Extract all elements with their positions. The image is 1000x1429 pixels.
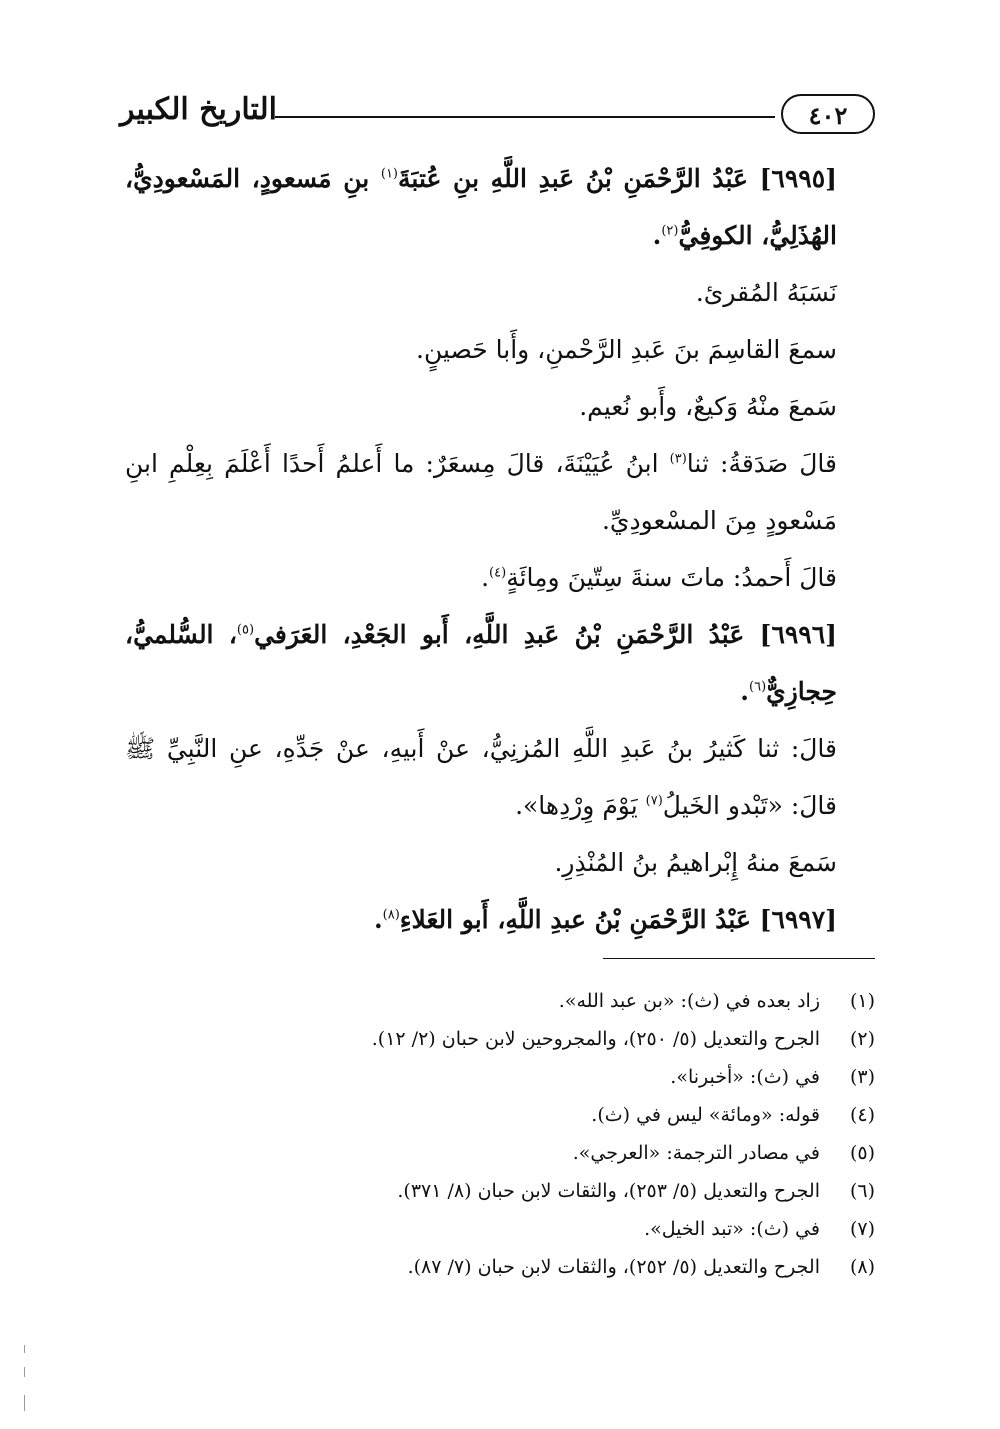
footnote-ref: (٤) [489,565,507,581]
main-text [125,150,875,948]
paragraph: سَمعَ منهُ إِبْراهيمُ بنُ المُنْذِرِ. [554,848,837,877]
footnote-number: (١) [849,990,875,1012]
paragraph [125,720,875,834]
entry-heading: [٦٩٩٥] عَبْدُ الرَّحْمَنِ بْنُ عَبدِ اللَّهِ بنِ عُتبَةَ [398,164,837,193]
footnote [125,1096,875,1134]
footnote-ref: (١) [380,166,398,182]
footnote-ref: (٧) [645,793,663,809]
footnote-text: في (ث): «تبد الخيل». [644,1218,820,1240]
footnote-ref: (٣) [669,451,687,467]
paragraph [125,435,875,549]
footnote-text: الجرح والتعديل (٥/ ٢٥٣)، والثقات لابن حبان (٨/ ٣٧١). [397,1180,820,1202]
text-run: قالَ: ثنا كَثيرُ بنُ عَبدِ اللَّهِ المُزنِيُّ، عنْ أَبيهِ، عنْ جَدِّهِ، عنِ النَّبِيِّ ﷺ قالَ: «تَبْدو الخَيلُ [125,734,837,820]
text-run: يَوْمَ وِرْدِها». [515,791,646,820]
footnote [125,1058,875,1096]
paragraph: سَمعَ منْهُ وَكيعٌ، وأَبو نُعيم. [579,392,837,421]
scan-edge-marks [22,1345,28,1415]
entry-heading-cont: ، السُّلميُّ، حِجازِيٌّ [125,620,837,706]
entry-heading: [٦٩٩٧] عَبْدُ الرَّحْمَنِ بْنُ عبدِ اللَّهِ، أَبو العَلاءِ [399,905,837,934]
footnote [125,1020,875,1058]
footnote-text: زاد بعده في (ث): «بن عبد الله». [558,990,820,1012]
header-rule [275,116,775,118]
text-run: قالَ صَدَقةُ: ثنا [686,449,837,478]
punct: . [740,677,749,706]
footnote-ref: (٦) [749,679,767,695]
footnote-number: (٨) [849,1256,875,1278]
footnote-number: (٤) [849,1104,875,1126]
entry-6996 [125,606,875,720]
paragraph: نَسَبَهُ المُقرئ. [695,278,837,307]
entry-heading-cont: بنِ مَسعودٍ، المَسْعودِيُّ، الهُذَلِيُّ، الكوفِيُّ [125,164,837,250]
footnote-text: الجرح والتعديل (٥/ ٢٥٠)، والمجروحين لابن حبان (٢/ ١٢). [371,1028,820,1050]
footnote-ref: (٨) [382,907,400,923]
punct: . [652,221,662,250]
footnote-number: (٣) [849,1066,875,1088]
footnote-ref: (٢) [661,223,679,239]
footnote-separator [603,958,875,959]
footnote [125,1210,875,1248]
footnote [125,1248,875,1286]
footnote-number: (٧) [849,1218,875,1240]
footnote [125,1134,875,1172]
entry-6995 [125,150,875,264]
footnotes [125,982,875,1286]
footnote-text: في مصادر الترجمة: «العرجي». [572,1142,820,1164]
entry-heading: [٦٩٩٦] عَبْدُ الرَّحْمَنِ بْنُ عَبدِ اللَّهِ، أَبو الجَعْدِ، العَرَفي [254,620,837,649]
scan-mark [24,1367,25,1377]
footnote-number: (٥) [849,1142,875,1164]
scan-mark [24,1345,25,1353]
paragraph: سمعَ القاسِمَ بنَ عَبدِ الرَّحْمنِ، وأَبا حَصينٍ. [416,335,837,364]
scan-mark [24,1395,25,1411]
footnote-ref: (٥) [236,622,255,638]
entry-6997 [125,891,875,948]
page-header [120,92,875,152]
text-run: قالَ أَحمدُ: ماتَ سنةَ سِتّينَ ومِائَةٍ [506,563,837,592]
footnote-text: قوله: «ومائة» ليس في (ث). [591,1104,820,1126]
footnote-text: الجرح والتعديل (٥/ ٢٥٢)، والثقات لابن حبان (٧/ ٨٧). [407,1256,820,1278]
footnote-number: (٢) [849,1028,875,1050]
paragraph [125,549,875,606]
footnote-number: (٦) [849,1180,875,1202]
punct: . [481,563,490,592]
punct: . [373,905,383,934]
footnote [125,1172,875,1210]
page-number: ٤٠٢ [781,94,875,134]
footnote [125,982,875,1020]
running-title: التاريخ الكبير [120,92,278,127]
footnote-text: في (ث): «أخبرنا». [670,1066,820,1088]
text-run: ابنُ عُيَيْنَةَ، قالَ مِسعَرٌ: ما أَعلمُ أَحدًا أَعْلَمَ بِعِلْمِ ابنِ مَسْعودٍ مِنَ المسْعودِيِّ. [125,449,837,535]
